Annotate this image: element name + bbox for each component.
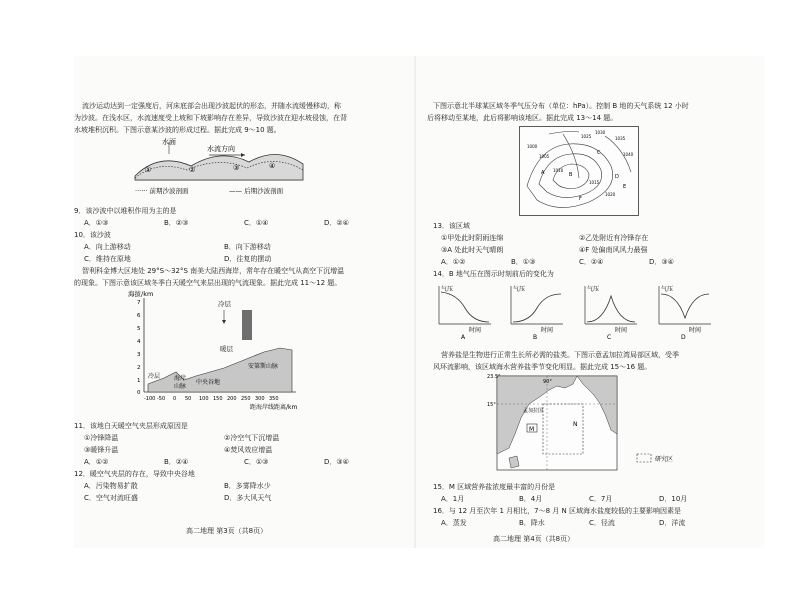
sri-lanka	[509, 456, 519, 468]
intro-line: 水坡堆积沉积。下图示意某沙波的形成过程。据此完成 9～10 题。	[74, 126, 281, 134]
x-tick: -100	[144, 396, 156, 402]
left-page	[74, 56, 419, 548]
q9-option-c: C．①④	[244, 219, 269, 227]
legend-earlier: ······ 前期沙波剖面	[135, 187, 189, 195]
x-tick: 200	[227, 396, 237, 402]
question-15-stem: 15．M 区域营养盐浓度最丰富的月份是	[433, 483, 556, 491]
lat-label: 23.5°	[487, 374, 501, 380]
cold-layer-upper: 冷层	[218, 300, 231, 308]
sand-wave-figure	[129, 138, 329, 200]
q16-option-b: B．降水	[519, 519, 545, 527]
curve-d	[661, 294, 709, 318]
central-valley-label: 中央谷地	[196, 379, 221, 386]
q9-option-a: A．①③	[84, 219, 109, 227]
q15-option-c: C．7月	[589, 495, 613, 503]
q13-option-b: B．①③	[511, 258, 536, 266]
q11-item-1: ①冷锋降温	[84, 434, 119, 442]
intro-line: 后将移动至某地，此后将影响该地区。据此完成 13～14 题。	[427, 114, 618, 122]
marker-4: ④	[269, 162, 276, 170]
isobar-value: 1030	[595, 130, 606, 135]
point-b: B	[569, 172, 573, 178]
flow-arrow-head	[241, 153, 245, 157]
x-tick: 0	[173, 396, 177, 402]
isobar-value: 1010	[553, 168, 564, 173]
point-a: A	[541, 170, 545, 176]
axis-label: 气压	[661, 286, 674, 293]
curve-option-a: A	[461, 334, 466, 340]
q11-option-d: D．③④	[324, 458, 349, 466]
intro-line: 下图示意北半球某区域冬季气压分布（单位：hPa）。控制 B 地的天气系统 12 小时	[433, 102, 689, 110]
q12-option-d: D．多大风天气	[224, 494, 272, 502]
y-tick: 2	[137, 365, 141, 371]
legend-box	[637, 454, 651, 462]
q12-option-c: C．空气对流旺盛	[84, 494, 138, 502]
point-f: F	[579, 196, 582, 202]
q10-option-d: D．往复的摆动	[224, 255, 272, 263]
curve-d-panel	[659, 285, 711, 340]
marker-3: ③	[233, 164, 240, 172]
curve-option-c: C	[607, 334, 612, 340]
right-page-footer: 高二地理 第4页（共8页）	[493, 535, 575, 543]
water-label: 水面	[162, 138, 176, 146]
coastal-mountain-label: 山脉	[174, 383, 187, 390]
andes-peak-shade	[242, 310, 252, 340]
q9-option-d: D．②④	[324, 219, 349, 227]
y-tick: 6	[137, 313, 141, 319]
q12-option-b: B．多雾降水少	[224, 482, 271, 490]
y-tick: 0	[137, 390, 141, 396]
axis-label: 时间	[689, 327, 702, 334]
curve-b-panel	[511, 285, 563, 340]
x-tick: 250	[241, 396, 251, 402]
point-e: E	[623, 184, 627, 190]
intro2-line: 营养盐是生物进行正常生长所必需的盐类。下图示意孟加拉湾局部区域，受季	[441, 351, 679, 359]
curve-a	[441, 292, 489, 322]
curve-c-panel	[585, 285, 637, 340]
q13-option-d: D．③④	[649, 258, 674, 266]
q11-option-c: C．①③	[244, 458, 269, 466]
q15-option-b: B．4月	[519, 495, 543, 503]
axis-label: 气压	[513, 286, 526, 293]
x-tick: 150	[213, 396, 223, 402]
lon-label: 90°	[543, 379, 552, 385]
descending-arrow-head	[222, 320, 226, 324]
curve-option-b: B	[533, 334, 538, 340]
isobar-value: 1035	[615, 136, 626, 141]
marker-1: ①	[145, 166, 152, 174]
question-16-stem: 16．与 12 月至次年 1 月相比，7～8 月 N 区域海水盐度较低的主要影响因素是	[433, 507, 681, 515]
q12-option-a: A．污染物易扩散	[84, 482, 138, 490]
isobar-value: 1005	[539, 154, 550, 159]
q16-option-c: C．径流	[589, 519, 615, 527]
x-axis-label: 距海岸线距离/km	[250, 404, 298, 411]
x-tick: 350	[269, 396, 279, 402]
q11-item-2: ②冷空气下沉增温	[224, 434, 280, 442]
y-tick: 3	[137, 352, 141, 358]
point-d: D	[615, 174, 619, 180]
y-axis-label: 海拔/km	[128, 290, 154, 298]
right-page	[419, 56, 764, 548]
curve-c	[587, 296, 635, 322]
legend-later: —— 后期沙波剖面	[229, 187, 284, 195]
intro-line: 为沙波。在浅水区，水流速度受上坡和下坡影响存在差异，导致沙波在迎水坡侵蚀，在背	[74, 114, 347, 122]
isobar-map	[519, 126, 639, 216]
x-tick: -50	[157, 396, 166, 402]
q13-option-c: C．②④	[579, 258, 604, 266]
q13-item-4: ④F 处偏南风风力最强	[579, 246, 648, 254]
q11-option-b: B．②④	[164, 458, 189, 466]
y-tick: 7	[137, 300, 141, 306]
q11-item-4: ④焚风效应增温	[224, 446, 273, 454]
q11-item-3: ③暖锋升温	[84, 446, 119, 454]
isobar-value: 1025	[581, 134, 592, 139]
q10-option-b: B．向下游移动	[224, 243, 271, 251]
curve-a-panel	[439, 285, 491, 340]
q15-option-a: A．1月	[441, 495, 465, 503]
isobar-value: 1020	[605, 192, 616, 197]
isobar-value: 1040	[623, 152, 634, 157]
question-14-stem: 14．B 地气压在图示时刻前后的变化为	[433, 270, 554, 278]
chile-section-figure	[124, 288, 314, 413]
intro2-line: 的现象。下图示意该区域冬季白天暖空气来层出现的气流现象。据此完成 11～12 题。	[74, 279, 342, 287]
point-c: C	[597, 150, 601, 156]
q10-option-c: C．维持在原地	[84, 255, 131, 263]
axis-label: 时间	[615, 327, 628, 334]
y-tick: 5	[137, 326, 141, 332]
lat-label: 15°	[487, 402, 496, 408]
left-page-footer: 高二地理 第3页（共8页）	[186, 527, 268, 535]
x-tick: 300	[255, 396, 265, 402]
exam-sheet	[74, 56, 764, 548]
isobar-value: 1000	[527, 144, 538, 149]
intro2-line: 智利科金博大区地处 29°S～32°S 南美大陆西海岸，常年存在暖空气从高空下沉增温	[82, 267, 345, 275]
axis-label: 气压	[587, 286, 600, 293]
n-label: N	[573, 421, 578, 428]
q16-option-a: A．蒸发	[441, 519, 467, 527]
q13-option-a: A．①②	[441, 258, 466, 266]
country-label: 孟加拉国	[523, 408, 544, 414]
andes-label: 安第斯山脉	[248, 363, 279, 370]
marker-2: ②	[189, 166, 196, 174]
q9-option-b: B．②③	[164, 219, 189, 227]
cold-layer-lower: 冷层	[148, 373, 161, 380]
pressure-curves	[433, 282, 723, 340]
y-tick: 4	[137, 339, 141, 345]
x-tick: 100	[199, 396, 209, 402]
intro2-line: 风环流影响，该区域海水营养盐季节变化明显。据此完成 15～16 题。	[433, 363, 652, 371]
curve-option-d: D	[681, 334, 686, 340]
isobar-value: 1015	[589, 180, 600, 185]
y-tick: 1	[137, 378, 141, 384]
flow-label: 水流方向	[207, 145, 235, 153]
q16-option-d: D．洋流	[659, 519, 686, 527]
later-profile	[135, 154, 303, 180]
warm-layer-label: 暖层	[220, 345, 233, 353]
question-11-stem: 11．该地白天暖空气夹层形成原因是	[74, 422, 188, 430]
axis-label: 时间	[469, 327, 482, 334]
axis-label: 气压	[441, 286, 454, 293]
q10-option-a: A．向上游移动	[84, 243, 131, 251]
curve-b	[513, 294, 561, 322]
x-tick: 50	[185, 396, 192, 402]
m-label: M	[529, 426, 535, 433]
q11-option-a: A．①②	[84, 458, 109, 466]
bay-of-bengal-map	[487, 374, 687, 474]
legend-label: 研究区	[655, 456, 674, 463]
question-10-stem: 10．该沙波	[74, 231, 111, 239]
coast-label: 海岸	[174, 375, 187, 382]
question-12-stem: 12．暖空气夹层的存在，导致中央谷地	[74, 470, 195, 478]
q15-option-d: D．10月	[659, 495, 688, 503]
question-13-stem: 13．该区域	[433, 222, 470, 230]
axis-label: 时间	[541, 327, 554, 334]
q13-item-1: ①甲处此时阴雨连绵	[441, 234, 504, 242]
q13-item-3: ③A 处此时天气晴朗	[441, 246, 504, 254]
question-9-stem: 9．该沙波中以堆积作用为主的是	[74, 207, 177, 215]
intro-line: 流沙运动达到一定强度后，河床底部会出现沙波起伏的形态，并随水流缓慢移动，称	[82, 102, 341, 110]
q13-item-2: ②乙处附近有冷锋存在	[579, 234, 649, 242]
